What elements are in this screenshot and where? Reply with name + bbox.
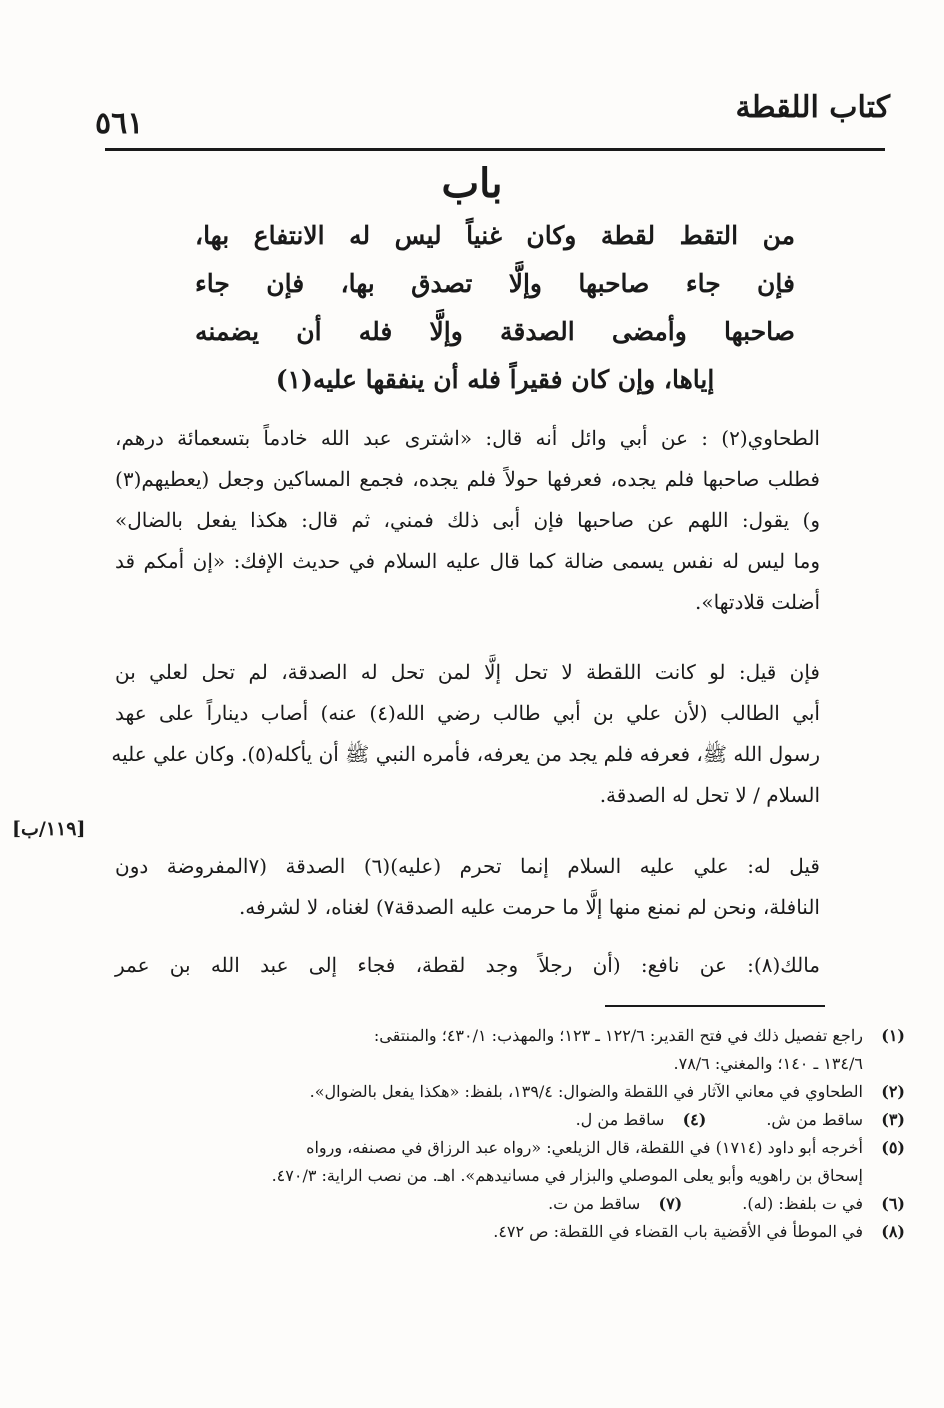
text-line: أضلت قلادتها».	[694, 590, 820, 614]
chapter-heading: باب	[441, 160, 503, 207]
text-line: فطلب صاحبها فلم يجده، فعرفها حولاً فلم يجده، فجمع المساكين وجعل (يعطيهم(٣)	[115, 467, 820, 491]
footnote-number: (٥)	[881, 1138, 905, 1157]
footnote-number: (٧)	[658, 1194, 683, 1213]
text-line: فإن قيل: لو كانت اللقطة لا تحل إلَّا لمن تحل له الصدقة، لم تحل لعلي بن	[115, 660, 820, 684]
running-header	[95, 88, 890, 148]
chapter-title-line: إياها، وإن كان فقيراً فله أن ينفقها عليه(١)	[275, 365, 715, 394]
text-line: و) يقول: اللهم عن صاحبها فإن أبى ذلك فمني، ثم قال: هكذا يفعل بالضال»	[115, 508, 821, 532]
chapter-title-line: من التقط لقطة وكان غنياً ليس له الانتفاع بها،	[195, 221, 795, 250]
footnote-5-continued	[115, 1162, 905, 1190]
footnote-rule	[605, 1005, 825, 1007]
paragraph-tahawi	[115, 418, 820, 623]
footnote-text: الطحاوي في معاني الآثار في اللقطة والضوال: ١٣٩/٤، بلفظ: «هكذا يفعل بالضوال».	[309, 1082, 863, 1101]
book-title: كتاب اللقطة	[735, 90, 890, 125]
footnote-text: إسحاق بن راهويه وأبو يعلى الموصلي والبزار في مسانيدهم». اهـ. من نصب الراية: ٤٧٠/٣.	[271, 1166, 863, 1185]
text-line: وما ليس له نفس يسمى ضالة كما قال عليه السلام في حديث الإفك: «إن أمكم قد	[115, 549, 820, 573]
footnote-5	[115, 1134, 905, 1162]
text-line: الطحاوي(٢) : عن أبي وائل أنه قال: «اشترى عبد الله خادماً بتسعمائة درهم،	[115, 426, 820, 450]
footnotes	[115, 1022, 905, 1246]
footnote-number: (٣)	[881, 1110, 905, 1129]
paragraph-reply	[115, 846, 820, 928]
text-line: قيل له: علي عليه السلام إنما تحرم (عليه)(٦) الصدقة (٧المفروضة دون	[115, 854, 820, 878]
manuscript-folio-ref: [١١٩/ب]	[12, 818, 86, 840]
paragraph-malik	[115, 945, 820, 986]
footnote-text: ساقط من ت.	[548, 1194, 641, 1213]
footnote-1	[115, 1022, 905, 1050]
chapter-title-line: فإن جاء صاحبها وإلَّا تصدق بها، فإن جاء	[195, 269, 795, 298]
footnote-3-4	[115, 1106, 905, 1134]
footnote-2	[115, 1078, 905, 1106]
footnote-1-continued	[115, 1050, 905, 1078]
footnote-number: (١)	[881, 1026, 905, 1045]
footnote-number: (٨)	[881, 1222, 905, 1241]
footnote-text: راجع تفصيل ذلك في فتح القدير: ١٢٢/٦ ـ ١٢٣؛ والمهذب: ٤٣٠/١؛ والمنتقى:	[373, 1026, 863, 1045]
text-line: السلام / لا تحل له الصدقة.	[599, 783, 820, 807]
chapter-title	[195, 212, 795, 404]
footnote-number: (٤)	[682, 1110, 707, 1129]
footnote-text: ساقط من ل.	[575, 1110, 665, 1129]
footnote-number: (٢)	[881, 1082, 905, 1101]
footnote-text: في الموطأ في الأقضية باب القضاء في اللقطة: ص ٤٧٢.	[493, 1222, 863, 1241]
footnote-text: في ت بلفظ: (له).	[742, 1194, 863, 1213]
footnote-text: ساقط من ش.	[766, 1110, 863, 1129]
footnote-text: أخرجه أبو داود (١٧١٤) في اللقطة، قال الزيلعي: «رواه عبد الرزاق في مصنفه، ورواه	[306, 1138, 863, 1157]
footnote-text: ١٣٤/٦ ـ ١٤٠؛ والمغني: ٧٨/٦.	[673, 1054, 863, 1073]
text-line: مالك(٨): عن نافع: (أن رجلاً وجد لقطة، فجاء إلى عبد الله بن عمر	[115, 953, 820, 977]
chapter-title-line: صاحبها وأمضى الصدقة وإلَّا فله أن يضمنه	[195, 317, 795, 346]
footnote-number: (٦)	[881, 1194, 905, 1213]
page-number: ٥٦١	[95, 106, 144, 141]
text-line: النافلة، ونحن لم نمنع منها إلَّا ما حرمت عليه الصدقة٧) لغناه، لا لشرفه.	[238, 895, 820, 919]
text-line: أبي الطالب (لأن علي بن أبي طالب رضي الله(٤) عنه) أصاب ديناراً على عهد	[115, 701, 820, 725]
footnote-8	[115, 1218, 905, 1246]
footnote-6-7	[115, 1190, 905, 1218]
text-line: رسول الله ﷺ، فعرفه فلم يجد من يعرفه، فأمره النبي ﷺ أن يأكله(٥). وكان علي عليه	[111, 742, 820, 766]
paragraph-objection	[111, 652, 820, 816]
header-rule	[105, 148, 885, 151]
